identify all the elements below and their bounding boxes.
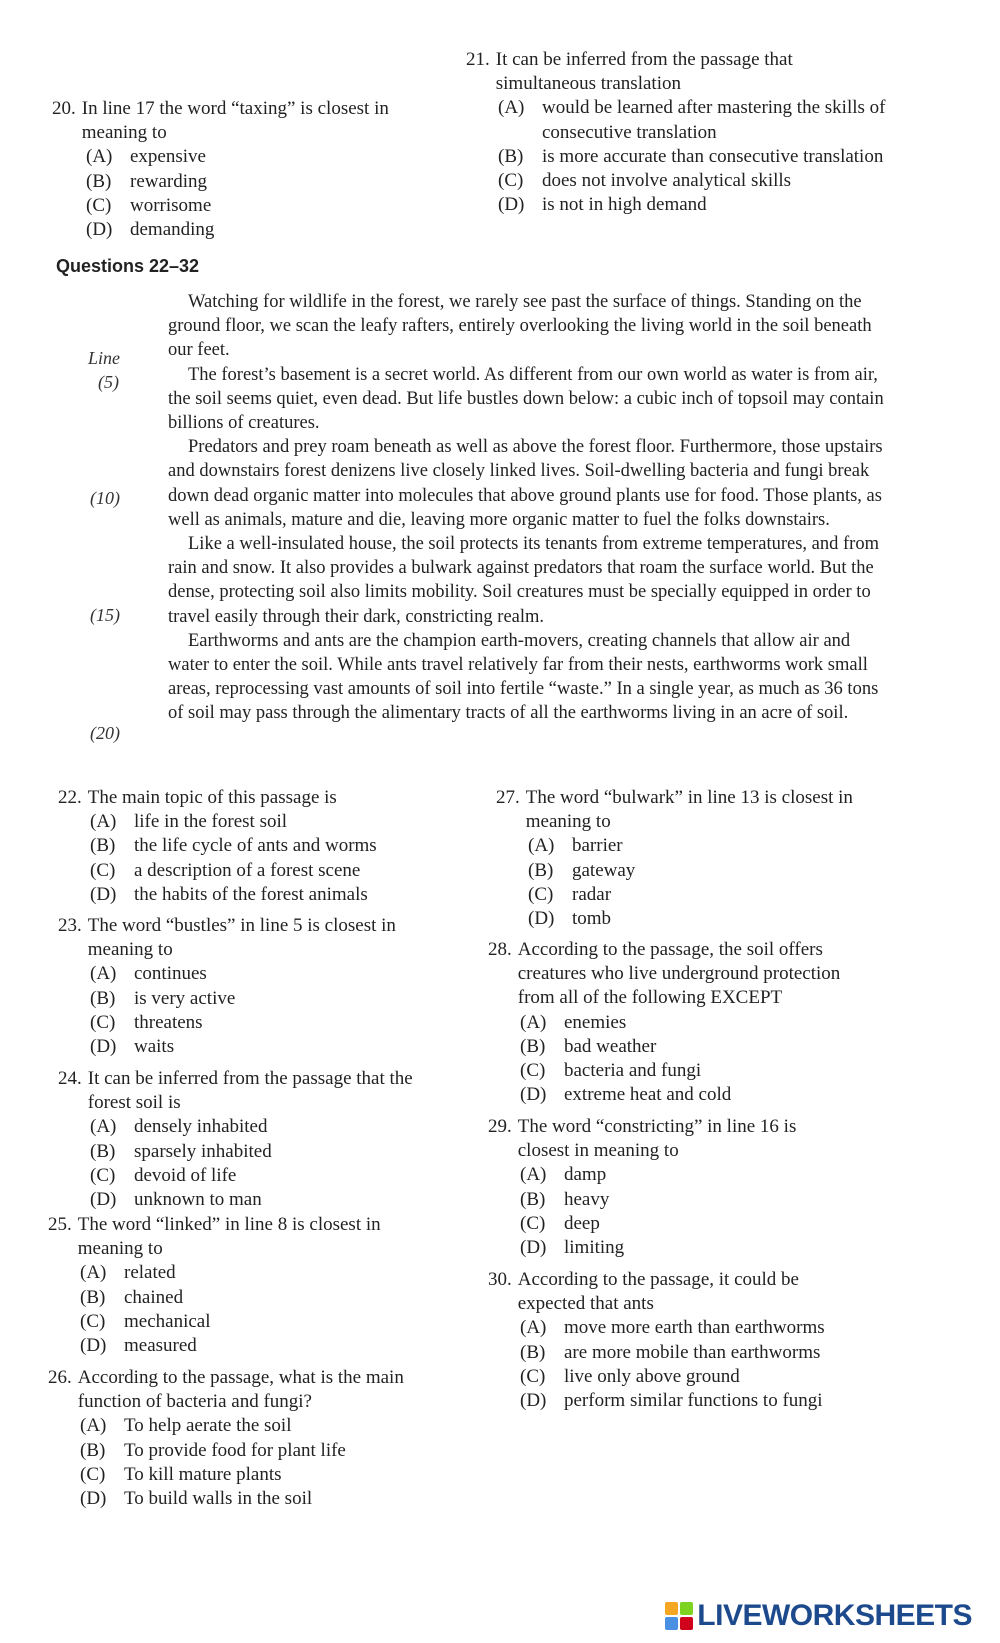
logo-square [665,1617,678,1630]
question-stem-line: It can be inferred from the passage that [495,49,793,70]
option-c: (C) does not involve analytical skills [498,170,792,192]
option-a: (A) expensive [86,146,206,168]
option-a: (A) would be learned after mastering the skills of consecutive translation [498,97,886,143]
question-23 [58,914,458,1059]
option-c: (C) a description of a forest scene [90,859,361,881]
option-c: (C) worrisome [86,194,212,216]
question-number: 22. [58,787,82,808]
question-stem-line: meaning to [87,939,173,961]
question-stem-line: meaning to [525,811,611,833]
option-c: (C) bacteria and fungi [520,1060,702,1082]
question-stem-line: According to the passage, what is the main [77,1367,404,1388]
option-b: (B) sparsely inhabited [90,1140,272,1162]
option-d: (D) unknown to man [90,1189,262,1211]
question-stem-line: In line 17 the word “taxing” is closest in [81,98,389,119]
logo-square [680,1602,693,1615]
option-d: (D) waits [90,1036,175,1058]
question-number: 23. [58,915,82,936]
passage-paragraph: Like a well-insulated house, the soil protects its tenants from extreme temperatures, and from rain and snow. It also provides a bulwark against predators that roam the surface world. But the dense, protecting soil also limits mobility. Soil creatures must be specially equipped in order to travel easily through their dark, constricting realm. [168,534,879,627]
question-20 [52,97,452,242]
logo-square [665,1602,678,1615]
question-30 [488,1268,918,1413]
option-a: (A) continues [90,963,207,985]
option-d: (D) extreme heat and cold [520,1084,732,1106]
option-d: (D) limiting [520,1237,625,1259]
option-c: (C) live only above ground [520,1365,740,1387]
option-b: (B) rewarding [86,170,208,192]
option-c: (C) deep [520,1212,600,1234]
question-stem-line: function of bacteria and fungi? [77,1391,312,1413]
line-label-10: (10) [90,488,120,508]
option-d: (D) perform similar functions to fungi [520,1390,823,1412]
question-number: 29. [488,1116,512,1137]
option-a: (A) barrier [528,835,623,857]
question-number: 26. [48,1367,72,1388]
passage-paragraph: Earthworms and ants are the champion earth-movers, creating channels that allow air and water to enter the soil. While ants travel relatively far from their nests, earthworms work small areas, reprocessing vast amounts of soil into fertile “waste.” In a single year, as much as 36 tons of soil may pass through the alimentary tracts of all the earthworms living in an acre of soil. [168,630,879,724]
line-label: Line [88,348,121,368]
question-21 [466,48,886,217]
question-stem-line: expected that ants [517,1293,654,1315]
question-stem-line: forest soil is [87,1092,181,1114]
question-stem-line: The main topic of this passage is [87,787,337,808]
question-26 [48,1366,468,1511]
logo-text: LIVEWORKSHEETS [697,1599,972,1632]
question-stem-line: meaning to [81,122,167,144]
logo-square [680,1617,693,1630]
question-stem-line: simultaneous translation [495,73,681,95]
option-c: (C) To kill mature plants [80,1463,282,1485]
passage-paragraph: Watching for wildlife in the forest, we rarely see past the surface of things. Standing on the ground floor, we scan the leafy rafters, entirely overlooking the living world in the soil beneath our feet. [168,292,872,361]
option-b: (B) heavy [520,1188,610,1210]
option-a: (A) enemies [520,1011,627,1033]
option-a: (A) move more earth than earthworms [520,1317,825,1339]
option-d: (D) measured [80,1335,197,1357]
option-d: (D) To build walls in the soil [80,1488,313,1510]
question-number: 28. [488,939,512,960]
option-c: (C) threatens [90,1011,203,1033]
question-27 [496,786,916,931]
question-number: 21. [466,49,490,70]
question-24 [58,1067,458,1212]
question-number: 20. [52,98,76,119]
question-stem-line: The word “bustles” in line 5 is closest in [87,915,396,936]
question-29 [488,1115,918,1260]
option-b: (B) bad weather [520,1035,657,1057]
question-25 [48,1213,448,1358]
question-number: 25. [48,1214,72,1235]
option-a: (A) To help aerate the soil [80,1415,292,1437]
question-stem-line: meaning to [77,1238,163,1260]
option-b: (B) gateway [528,859,636,881]
question-stem-line: The word “linked” in line 8 is closest in [77,1214,381,1235]
option-b: (B) To provide food for plant life [80,1439,346,1461]
question-28 [488,938,918,1107]
question-stem-line: It can be inferred from the passage that the [87,1068,413,1089]
option-b: (B) are more mobile than earthworms [520,1341,821,1363]
question-stem-line: According to the passage, the soil offers [517,939,823,960]
line-label-5: (5) [98,372,119,392]
line-label-15: (15) [90,605,120,625]
logo-grid-icon [665,1602,693,1630]
passage-paragraph: Predators and prey roam beneath as well as above the forest floor. Furthermore, those upstairs and downstairs forest denizens live closely linked lives. Soil-dwelling bacteria and fungi break down dead organic matter into molecules that above ground plants use for food. Those plants, as well as animals, mature and die, leaving more organic matter to fuel the folks downstairs. [168,437,883,530]
option-c: (C) mechanical [80,1310,211,1332]
option-c: (C) radar [528,883,612,905]
question-stem-line: from all of the following EXCEPT [517,987,783,1009]
option-c: (C) devoid of life [90,1164,237,1186]
question-number: 30. [488,1269,512,1290]
option-a: (A) damp [520,1164,607,1186]
question-number: 27. [496,787,520,808]
question-number: 24. [58,1068,82,1089]
question-stem-line: The word “bulwark” in line 13 is closest in [525,787,853,808]
option-a: (A) densely inhabited [90,1116,268,1138]
option-d: (D) tomb [528,908,612,930]
option-b: (B) is very active [90,987,236,1009]
option-b: (B) is more accurate than consecutive translation [498,145,884,167]
liveworksheets-logo [665,1599,972,1633]
option-a: (A) life in the forest soil [90,811,288,833]
option-b: (B) chained [80,1286,184,1308]
question-stem-line: closest in meaning to [517,1140,679,1162]
option-d: (D) the habits of the forest animals [90,883,368,905]
passage-paragraph: The forest’s basement is a secret world. As different from our own world as water is from air, the soil seems quiet, even dead. But life bustles down below: a cubic inch of topsoil may contain billions of creatures. [168,364,884,434]
option-d: (D) demanding [86,219,215,241]
section-header: Questions 22–32 [56,256,200,276]
question-stem-line: The word “constricting” in line 16 is [517,1116,797,1137]
option-b: (B) the life cycle of ants and worms [90,835,377,857]
question-22 [58,786,458,907]
line-label-20: (20) [90,723,120,743]
option-d: (D) is not in high demand [498,194,707,216]
reading-passage [168,290,890,726]
option-a: (A) related [80,1262,176,1284]
question-stem-line: creatures who live underground protection [517,963,841,985]
question-stem-line: According to the passage, it could be [517,1269,799,1290]
